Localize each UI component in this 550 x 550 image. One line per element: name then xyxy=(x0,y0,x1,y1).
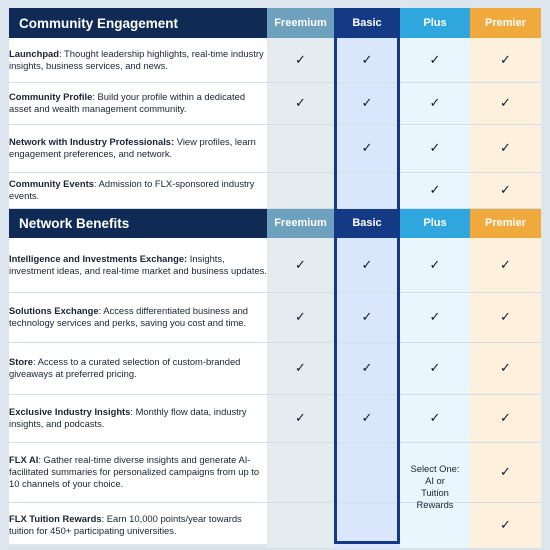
feature-row xyxy=(9,38,541,82)
feature-row xyxy=(9,292,541,342)
tier-cell-freemium xyxy=(267,82,334,124)
check-icon: ✓ xyxy=(361,361,373,376)
feature-name-separator: : xyxy=(101,513,105,524)
feature-detail: View profiles, learn engagement preferences, and network. xyxy=(9,136,256,159)
tier-header-plus: Plus xyxy=(400,8,470,38)
tier-cell-plus xyxy=(400,238,470,292)
feature-name-separator: : xyxy=(38,454,41,465)
feature-name: Community Profile xyxy=(9,91,93,102)
feature-row xyxy=(9,82,541,124)
plus-select-one-note xyxy=(400,463,470,511)
tier-header-premier: Premier xyxy=(470,8,541,38)
tier-cell-basic xyxy=(334,442,400,502)
section-title: Community Engagement xyxy=(9,8,267,38)
check-icon: ✓ xyxy=(295,257,306,273)
check-icon: ✓ xyxy=(361,411,373,426)
feature-row xyxy=(9,394,541,442)
feature-description xyxy=(9,172,267,208)
feature-name: Store xyxy=(9,356,33,367)
check-icon: ✓ xyxy=(500,361,511,376)
tier-header-basic: Basic xyxy=(334,208,400,238)
check-icon: ✓ xyxy=(429,183,441,198)
check-icon: ✓ xyxy=(429,52,441,68)
tier-cell-premier xyxy=(470,82,541,124)
feature-detail: Access differentiated business and technology services and perks, saving you cost and time. xyxy=(9,305,249,328)
feature-row xyxy=(9,342,541,394)
feature-description xyxy=(9,38,267,82)
tier-cell-premier xyxy=(470,124,541,172)
tier-cell-basic xyxy=(334,502,400,548)
tier-cell-freemium xyxy=(267,38,334,82)
tier-cell-basic xyxy=(334,172,400,208)
check-icon: ✓ xyxy=(500,518,511,533)
feature-name-separator: : xyxy=(130,406,133,417)
tier-cell-freemium xyxy=(267,342,334,394)
feature-description xyxy=(9,342,267,394)
tier-cell-basic xyxy=(334,124,400,172)
feature-description xyxy=(9,442,267,502)
tier-cell-plus xyxy=(400,82,470,124)
tier-cell-premier xyxy=(470,38,541,82)
tier-cell-plus xyxy=(400,394,470,442)
tier-cell-basic xyxy=(334,292,400,342)
tier-cell-premier xyxy=(470,342,541,394)
tier-cell-premier xyxy=(470,442,541,502)
check-icon: ✓ xyxy=(295,52,306,68)
tier-cell-freemium xyxy=(267,172,334,208)
tier-cell-premier xyxy=(470,238,541,292)
tier-cell-plus xyxy=(400,342,470,394)
feature-detail: Admission to FLX-sponsored industry events. xyxy=(9,178,255,201)
check-icon: ✓ xyxy=(500,257,511,273)
feature-name-separator: : xyxy=(92,91,95,102)
feature-description xyxy=(9,238,267,292)
check-icon: ✓ xyxy=(500,310,511,325)
feature-name-separator: : xyxy=(32,356,36,367)
tier-cell-basic xyxy=(334,238,400,292)
feature-row xyxy=(9,124,541,172)
check-icon: ✓ xyxy=(500,411,511,426)
plus-note-line: Tuition xyxy=(421,487,449,498)
check-icon: ✓ xyxy=(295,96,306,111)
tier-cell-plus xyxy=(400,292,470,342)
feature-description xyxy=(9,124,267,172)
feature-description xyxy=(9,82,267,124)
tier-cell-basic xyxy=(334,394,400,442)
tier-cell-premier xyxy=(470,172,541,208)
tier-header-freemium: Freemium xyxy=(267,8,334,38)
check-icon: ✓ xyxy=(500,52,511,68)
tier-cell-premier xyxy=(470,502,541,548)
plus-note-line: AI or xyxy=(425,475,445,486)
tier-header-premier: Premier xyxy=(470,208,541,238)
feature-description xyxy=(9,394,267,442)
tier-cell-freemium xyxy=(267,238,334,292)
tier-cell-plus xyxy=(400,172,470,208)
check-icon: ✓ xyxy=(361,96,373,111)
feature-name: Network with Industry Professionals: xyxy=(9,136,175,147)
feature-detail: Earn 10,000 points/year towards tuition for 450+ participating universities. xyxy=(9,513,242,536)
feature-name: Exclusive Industry Insights xyxy=(9,406,131,417)
feature-name-separator: : xyxy=(93,178,97,189)
tier-cell-freemium xyxy=(267,442,334,502)
check-icon: ✓ xyxy=(429,310,441,325)
check-icon: ✓ xyxy=(500,96,511,111)
check-icon: ✓ xyxy=(361,141,373,156)
tier-cell-freemium xyxy=(267,502,334,548)
check-icon: ✓ xyxy=(429,257,441,273)
check-icon: ✓ xyxy=(429,411,441,426)
check-icon: ✓ xyxy=(295,361,306,376)
check-icon: ✓ xyxy=(361,310,373,325)
check-icon: ✓ xyxy=(429,361,441,376)
tier-cell-basic xyxy=(334,38,400,82)
feature-detail: Thought leadership highlights, real-time industry insights, business services, and news. xyxy=(9,47,264,71)
tier-header-freemium: Freemium xyxy=(267,208,334,238)
feature-name: Launchpad xyxy=(9,47,60,59)
feature-detail: Access to a curated selection of custom-branded giveaways at preferred pricing. xyxy=(9,356,241,379)
tier-cell-plus xyxy=(400,38,470,82)
tier-cell-premier xyxy=(470,394,541,442)
tier-cell-plus xyxy=(400,124,470,172)
plus-note-line: Select One: xyxy=(410,463,460,474)
feature-row xyxy=(9,172,541,208)
feature-row xyxy=(9,238,541,292)
feature-detail: Gather real-time diverse insights and generate AI-facilitated summaries for personalized campaigns from up to 10 channels of your choice. xyxy=(9,454,260,489)
feature-description xyxy=(9,292,267,342)
tier-cell-freemium xyxy=(267,394,334,442)
feature-detail: Insights, investment ideas, and real-time market and business updates. xyxy=(9,252,267,276)
tier-cell-freemium xyxy=(267,124,334,172)
tier-cell-freemium xyxy=(267,292,334,342)
feature-name-separator: : xyxy=(59,47,62,59)
feature-description xyxy=(9,502,267,548)
plus-note-line: Rewards xyxy=(416,499,454,510)
feature-name: Solutions Exchange xyxy=(9,305,99,316)
tier-cell-basic xyxy=(334,342,400,394)
feature-name: FLX Tuition Rewards xyxy=(9,513,102,524)
section-header-row xyxy=(9,208,541,238)
feature-detail: Monthly flow data, industry insights, and podcasts. xyxy=(9,406,247,429)
feature-detail: Build your profile within a dedicated asset and wealth management community. xyxy=(9,91,246,114)
check-icon: ✓ xyxy=(429,96,441,111)
section-title: Network Benefits xyxy=(9,208,267,238)
feature-name: Community Events xyxy=(9,178,94,189)
feature-name: Intelligence and Investments Exchange: xyxy=(9,252,188,264)
check-icon: ✓ xyxy=(500,183,511,198)
check-icon: ✓ xyxy=(361,257,373,273)
feature-name-separator: : xyxy=(98,305,102,316)
tier-cell-premier xyxy=(470,292,541,342)
pricing-comparison-card xyxy=(9,8,541,544)
tier-header-basic: Basic xyxy=(334,8,400,38)
check-icon: ✓ xyxy=(295,310,306,325)
section-header-row xyxy=(9,8,541,38)
tier-cell-basic xyxy=(334,82,400,124)
check-icon: ✓ xyxy=(295,411,306,426)
tier-header-plus: Plus xyxy=(400,208,470,238)
check-icon: ✓ xyxy=(361,52,373,68)
check-icon: ✓ xyxy=(500,141,511,156)
feature-name: FLX AI xyxy=(9,454,39,465)
check-icon: ✓ xyxy=(500,465,511,480)
check-icon: ✓ xyxy=(429,141,441,156)
